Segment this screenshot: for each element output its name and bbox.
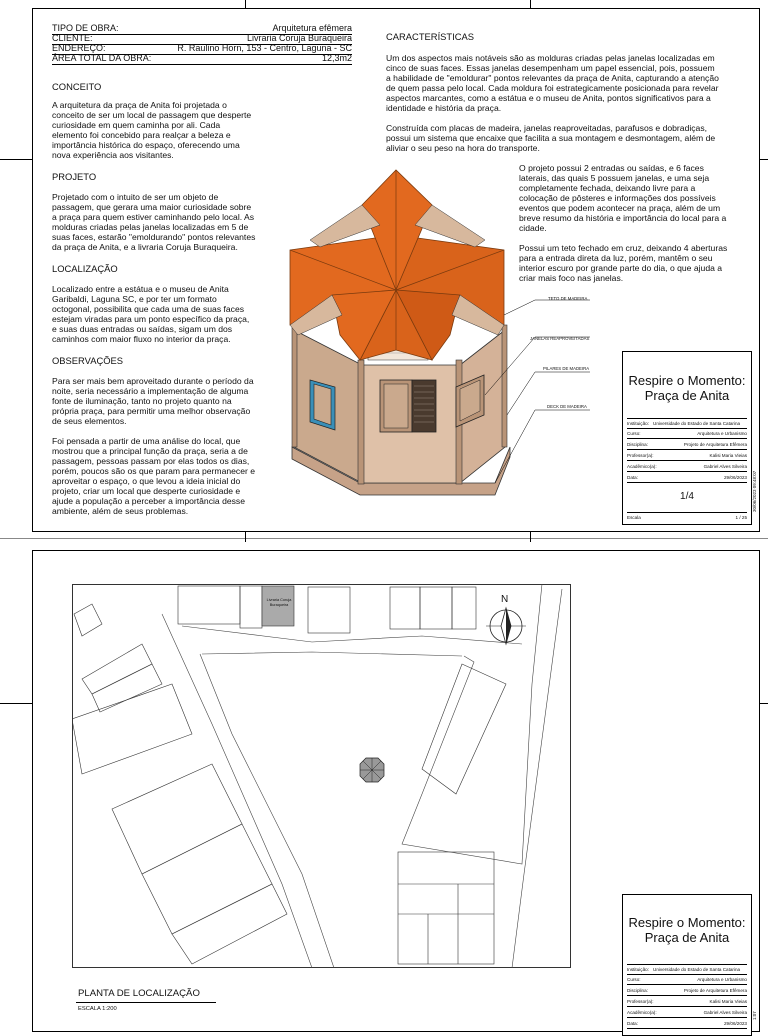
meta-row: ÁREA TOTAL DA OBRA: 12,3m2 [52, 53, 352, 63]
plan-title-underline [76, 1002, 216, 1003]
title-block [622, 351, 752, 525]
window-shutter [412, 380, 436, 432]
title-line-2: Praça de Anita [644, 388, 730, 403]
caracteristicas-heading: CARACTERÍSTICAS [386, 31, 475, 42]
tb-row: Disciplina: Projeto de Arquitetura Efêmera [627, 440, 747, 450]
title-line-1: Respire o Momento: [628, 373, 746, 388]
meta-row: ENDEREÇO: R. Raulino Horn, 153 - Centro, Laguna - SC [52, 43, 352, 53]
tb-row: Instituição: Universidade do Estado de Santa Catarina [627, 418, 747, 429]
window-front-pane [384, 384, 408, 428]
meta-row: CLIENTE: Livraria Coruja Buraqueira [52, 33, 352, 43]
title-line-1: Respire o Momento: [628, 915, 746, 930]
tb-row: Acadêmico(a): Gabriel Alves Silveira [627, 1008, 747, 1018]
title-block-2 [622, 894, 752, 1036]
meta-row: TIPO DE OBRA: Arquitetura efêmera [52, 23, 352, 33]
page-number: 1/4 [680, 491, 694, 502]
tb-row: Curso: Arquitetura e Urbanismo [627, 429, 747, 439]
print-date-2: 1:07 [752, 1011, 757, 1020]
tb-row: Instituição: Universidade do Estado de Santa Catarina [627, 964, 747, 975]
plan-pavilion [360, 758, 384, 782]
tb-row: Professor(a): Kalisi Maria Vieias [627, 451, 747, 461]
tb-row: Professor(a): Kalisi Maria Vieias [627, 997, 747, 1007]
north-label: N [501, 594, 509, 605]
pillar [292, 325, 297, 447]
tb-row: Disciplina: Projeto de Arquitetura Efêmera [627, 986, 747, 996]
tb-scale-row: Escala 1 / 25 [627, 512, 747, 522]
pillar [358, 360, 364, 484]
title-line-2: Praça de Anita [644, 930, 730, 945]
label-roof: TETO DE MADEIRA [548, 296, 588, 301]
localizacao-heading: LOCALIZAÇÃO [52, 263, 118, 274]
tb-row: Data: 29/06/2023 [627, 473, 747, 483]
plan-title: PLANTA DE LOCALIZAÇÃO [78, 988, 200, 999]
plan-scale: ESCALA 1:200 [78, 1006, 117, 1012]
label-windows: JANELAS REAPROVEITADAS [530, 336, 590, 341]
label-pillars: PILARES DE MADEIRA [543, 366, 590, 371]
tb-row: Data: 29/06/2023 [627, 1019, 747, 1029]
observacoes-heading: OBSERVAÇÕES [52, 355, 124, 366]
label-deck: DECK DE MADEIRA [547, 404, 587, 409]
tb-row: Acadêmico(a): Gabriel Alves Silveira [627, 462, 747, 472]
tb-row: Curso: Arquitetura e Urbanismo [627, 975, 747, 985]
pillar [502, 325, 507, 447]
conceito-heading: CONCEITO [52, 81, 102, 92]
projeto-heading: PROJETO [52, 171, 97, 182]
site-plan [72, 584, 572, 968]
bookstore-label: Livraria Coruja Buraqueira [266, 598, 292, 607]
print-date: 30/06/2023 09:48:07 [752, 470, 757, 512]
window-pane [314, 384, 331, 425]
